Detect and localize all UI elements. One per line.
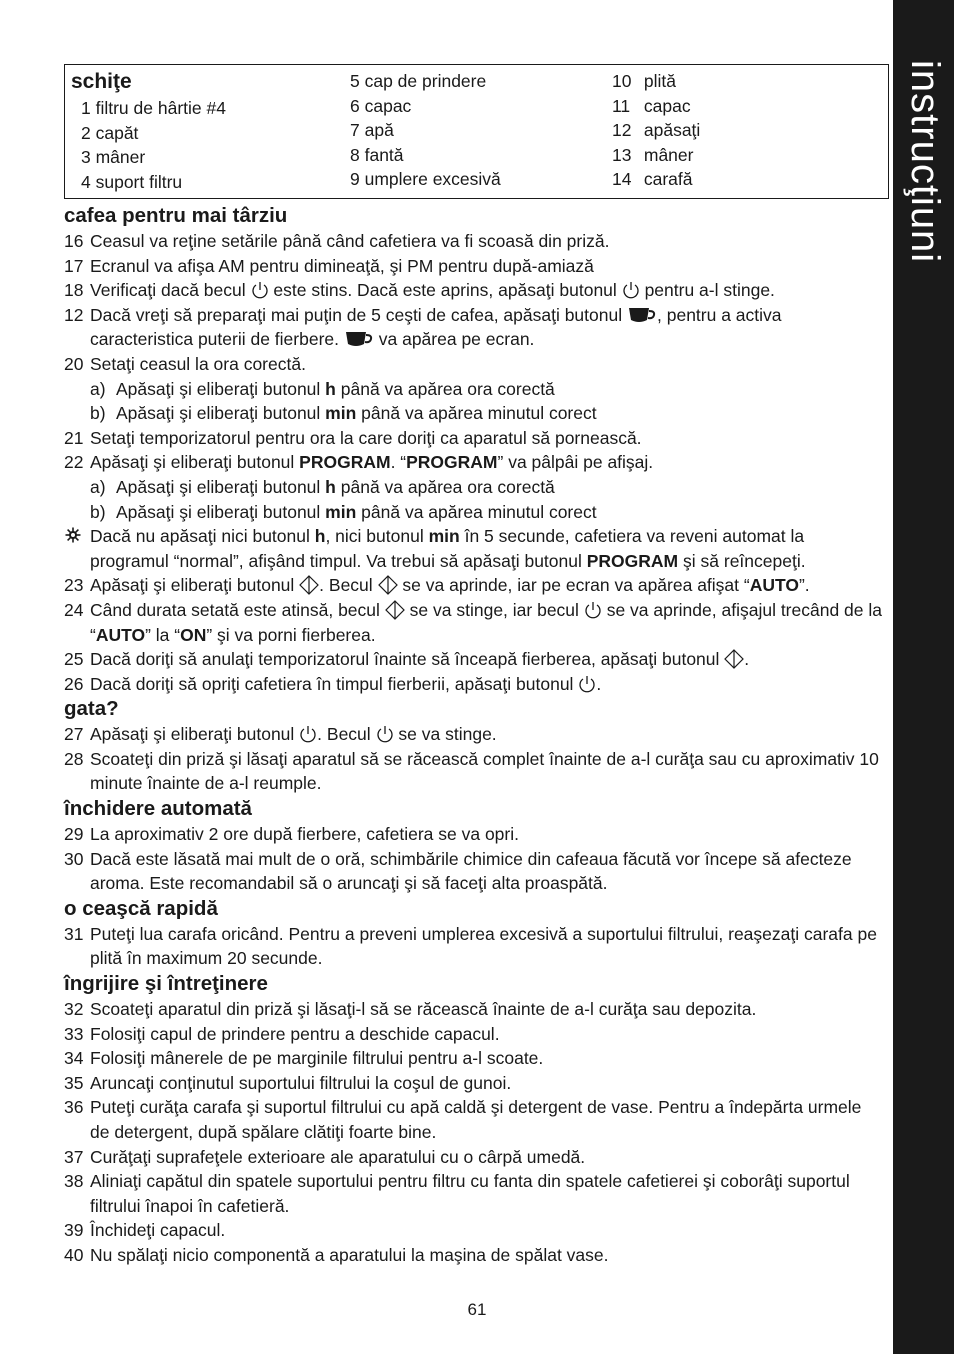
parts-box	[64, 64, 889, 199]
timer-diamond-icon	[385, 600, 405, 620]
section-title-gata: gata?	[64, 697, 119, 721]
power-icon	[251, 280, 269, 300]
timer-diamond-icon	[378, 575, 398, 595]
section-title-quick-cup: o ceaşcă rapidă	[64, 896, 218, 920]
step-36: 36 Puteţi curăţa carafa şi suportul filtrului cu apă caldă şi detergent de vase. Pentru a îndepărta urmele de detergent, după spălare clătiţi foarte bine.	[64, 1097, 862, 1142]
section-title-later: cafea pentru mai târziu	[64, 204, 288, 227]
step-27: 27 Apăsaţi şi eliberaţi butonul . Becul se va stinge.	[64, 724, 497, 745]
sidebar-label: instrucţiuni	[903, 60, 947, 264]
section-title-care: îngrijire şi întreţinere	[64, 972, 268, 996]
step-20a: a) Apăsaţi şi eliberaţi butonul h până va apărea ora corectă	[90, 378, 555, 399]
part-item: 6 capac	[350, 95, 412, 116]
parts-title: schiţe	[71, 70, 132, 93]
section-title-auto-off: închidere automată	[64, 797, 252, 821]
part-item: 2 capăt	[81, 122, 139, 143]
cup-strength-icon	[627, 305, 657, 325]
step-34: 34 Folosiţi mânerele de pe marginile filtrului pentru a-l scoate.	[64, 1048, 544, 1069]
step-31: 31 Puteţi lua carafa oricând. Pentru a preveni umplerea excesivă a suportului filtrului, reaşezaţi carafa pe plită în maximum 20 secunde.	[64, 923, 877, 969]
step-22b: b) Apăsaţi şi eliberaţi butonul min până va apărea minutul corect	[90, 501, 597, 522]
step-28: 28 Scoateţi din priză şi lăsaţi aparatul să se răcească complet înainte de a-l curăţa sau cu aproximativ 10 minute înainte de a-l reumple.	[64, 748, 879, 794]
part-item: 8 fantă	[350, 144, 404, 165]
step-17: 17 Ecranul va afişa AM pentru dimineaţă, şi PM pentru după-amiază	[64, 255, 594, 276]
step-22: 22 Apăsaţi şi eliberaţi butonul PROGRAM. “PROGRAM” va pâlpâi pe afişaj.	[64, 452, 654, 473]
step-33: 33 Folosiţi capul de prindere pentru a deschide capacul.	[64, 1023, 500, 1044]
timer-diamond-icon	[299, 575, 319, 595]
cup-strength-icon	[344, 329, 374, 349]
part-item: 1 filtru de hârtie #4	[81, 98, 226, 118]
step-20b: b) Apăsaţi şi eliberaţi butonul min până va apărea minutul corect	[90, 403, 597, 424]
step-12: 12 Dacă vreţi să preparaţi mai puţin de 5 ceşti de cafea, apăsaţi butonul , pentru a activa caracteristica puterii de fierbere. va apărea pe ecran.	[64, 304, 782, 350]
part-item: 9 umplere excesivă	[350, 169, 501, 189]
power-icon	[299, 724, 317, 744]
power-icon	[584, 600, 602, 620]
power-icon	[376, 724, 394, 744]
timer-diamond-icon	[724, 649, 744, 669]
part-item: 13 mâner	[612, 144, 694, 165]
power-icon	[578, 674, 596, 694]
part-item: 10 plită	[612, 71, 676, 91]
step-39: 39 Închideţi capacul.	[64, 1220, 226, 1241]
step-21: 21 Setaţi temporizatorul pentru ora la care doriţi ca aparatul să pornească.	[64, 427, 642, 448]
step-37: 37 Curăţaţi suprafeţele exterioare ale aparatului cu o cârpă umedă.	[64, 1146, 586, 1167]
step-38: 38 Aliniaţi capătul din spatele suportului pentru filtru cu fanta din spatele cafetierei şi coborâţi suportul filtrului înapoi în cafetieră.	[64, 1171, 850, 1216]
step-25: 25 Dacă doriţi să anulaţi temporizatorul înainte să înceapă fierberea, apăsaţi butonul .	[64, 649, 750, 670]
sun-star-icon	[65, 527, 81, 543]
parts-column-1	[71, 69, 226, 194]
step-32: 32 Scoateţi aparatul din priză şi lăsaţi-l să se răcească înainte de a-l curăţa sau depozita.	[64, 999, 757, 1020]
step-24: 24 Când durata setată este atinsă, becul se va stinge, iar becul se va aprinde, afişajul trecând de la “AUTO” la “ON” şi va porni fierberea.	[64, 599, 882, 645]
step-35: 35 Aruncaţi conţinutul suportului filtrului la coşul de gunoi.	[64, 1072, 512, 1093]
power-icon	[622, 280, 640, 300]
step-22a: a) Apăsaţi şi eliberaţi butonul h până va apărea ora corectă	[90, 476, 555, 497]
parts-column-3	[612, 69, 700, 192]
step-30: 30 Dacă este lăsată mai mult de o oră, schimbările chimice din cafeaua făcută vor începe să afecteze aroma. Este recomandabil să o aruncaţi şi să faceţi alta proaspătă.	[64, 848, 852, 894]
page-number: 61	[467, 1300, 487, 1319]
part-item: 14 carafă	[612, 169, 693, 189]
step-40: 40 Nu spălaţi nicio componentă a aparatului la maşina de spălat vase.	[64, 1244, 609, 1265]
parts-column-2	[350, 69, 501, 192]
instructions-content	[64, 203, 884, 1268]
step-16: 16 Ceasul va reţine setările până când cafetiera va fi scoasă din priză.	[64, 231, 610, 251]
part-item: 12 apăsaţi	[612, 120, 701, 140]
part-item: 11 capac	[612, 95, 691, 116]
step-23: 23 Apăsaţi şi eliberaţi butonul . Becul se va aprinde, iar pe ecran va apărea afişat “AUTO”.	[64, 575, 810, 596]
timer-note: Dacă nu apăsaţi nici butonul h, nici butonul min în 5 secunde, cafetiera va reveni automat la programul “normal”, afişând timpul. Va trebui să apăsaţi butonul PROGRAM şi să reîncepeţi.	[64, 524, 884, 573]
step-26: 26 Dacă doriţi să opriţi cafetiera în timpul fierberii, apăsaţi butonul .	[64, 673, 602, 694]
part-item: 7 apă	[350, 120, 394, 140]
part-item: 3 mâner	[81, 147, 146, 167]
step-20: 20 Setaţi ceasul la ora corectă.	[64, 353, 306, 374]
part-item: 4 suport filtru	[81, 171, 183, 192]
part-item: 5 cap de prindere	[350, 71, 487, 91]
step-18: 18 Verificaţi dacă becul este stins. Dacă este aprins, apăsaţi butonul pentru a-l stinge.	[64, 280, 775, 301]
step-29: 29 La aproximativ 2 ore după fierbere, cafetiera se va opri.	[64, 824, 519, 845]
